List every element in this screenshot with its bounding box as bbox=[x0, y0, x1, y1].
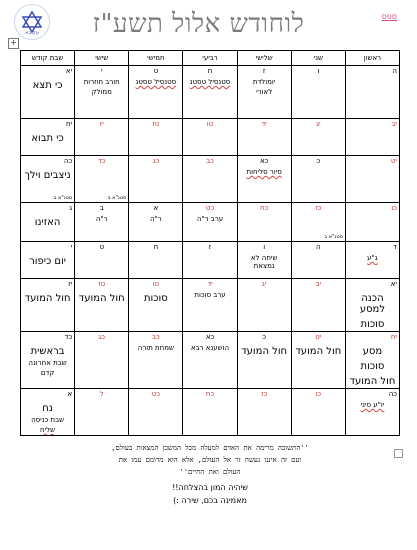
quote-line: העולם ואת החיים'' bbox=[179, 468, 241, 476]
day-cell[interactable] bbox=[183, 156, 237, 203]
day-cell[interactable] bbox=[75, 203, 129, 242]
event-label: חול המועד bbox=[24, 293, 71, 304]
event-label: שיחה לא נמצאת bbox=[250, 254, 278, 270]
day-cell[interactable] bbox=[237, 389, 291, 436]
day-number: כו bbox=[315, 390, 322, 398]
event-label: סטנסיל טסטנ bbox=[189, 78, 231, 86]
day-number: כט bbox=[205, 204, 215, 212]
day-number: כח bbox=[260, 204, 269, 212]
day-cell[interactable] bbox=[237, 203, 291, 242]
event-label: שבת כניסה bbox=[31, 416, 65, 424]
day-number: ל bbox=[99, 390, 104, 398]
table-row bbox=[21, 119, 400, 156]
event-label: מסע bbox=[362, 346, 383, 357]
day-number: כה bbox=[63, 157, 73, 165]
event-label: קדם bbox=[40, 369, 55, 377]
footer-quote bbox=[30, 442, 390, 478]
day-number: כד bbox=[97, 157, 106, 165]
day-number: כז bbox=[261, 390, 268, 398]
day-cell[interactable] bbox=[21, 279, 75, 332]
day-number: יז bbox=[68, 280, 73, 288]
day-cell[interactable] bbox=[291, 156, 345, 203]
event-label: הושענא רבא bbox=[190, 344, 230, 352]
day-number: יח bbox=[66, 120, 73, 128]
event-label: חורב חוזרות bbox=[83, 78, 120, 86]
day-number: ב bbox=[99, 204, 104, 212]
day-cell[interactable] bbox=[345, 66, 399, 119]
day-number: י bbox=[70, 243, 73, 251]
header-cell: שני bbox=[291, 51, 345, 66]
table-row bbox=[21, 389, 400, 436]
table-row bbox=[21, 242, 400, 279]
event-label: הכנה למסע bbox=[359, 293, 386, 315]
day-cell[interactable] bbox=[75, 389, 129, 436]
table-move-handle-icon[interactable]: + bbox=[8, 38, 19, 49]
header-cell: שבת קודש bbox=[21, 51, 75, 66]
day-number: יא bbox=[65, 67, 73, 75]
day-cell[interactable] bbox=[21, 203, 75, 242]
day-number: יג bbox=[261, 280, 267, 288]
day-cell[interactable] bbox=[345, 242, 399, 279]
event-label: ר"ה bbox=[95, 215, 108, 223]
event-label: שליח bbox=[40, 426, 56, 434]
logo bbox=[14, 4, 50, 40]
day-number: כד bbox=[64, 333, 73, 341]
day-cell[interactable] bbox=[129, 119, 183, 156]
day-cell[interactable] bbox=[21, 119, 75, 156]
blessing-line: שיהיה המון בהצלחה!! bbox=[172, 483, 248, 492]
day-number: יב bbox=[315, 280, 322, 288]
cell-note: סטנ"א ב bbox=[107, 195, 127, 201]
day-cell[interactable] bbox=[345, 156, 399, 203]
day-number: ז bbox=[262, 67, 266, 75]
event-label: ניצבים וילך bbox=[24, 170, 71, 181]
day-number: ה bbox=[316, 243, 321, 251]
day-number: ד bbox=[393, 243, 397, 251]
day-cell[interactable] bbox=[75, 279, 129, 332]
day-cell[interactable] bbox=[75, 242, 129, 279]
day-cell[interactable] bbox=[291, 203, 345, 242]
day-number: כו bbox=[391, 204, 397, 212]
blessing-line: מאמינה בכם, שירה :) bbox=[173, 496, 247, 505]
header-cell: ראשון bbox=[345, 51, 399, 66]
day-cell[interactable] bbox=[75, 66, 129, 119]
header-row bbox=[21, 51, 400, 66]
quote-line: ''התשובה מרימה את האדם למעלה מכל המשכן המצאות בעולם, bbox=[111, 444, 309, 452]
day-cell[interactable] bbox=[237, 279, 291, 332]
day-number: טז bbox=[152, 120, 160, 128]
event-label: לאורי bbox=[256, 88, 273, 96]
event-label: בראשית bbox=[30, 346, 65, 357]
resize-handle-icon[interactable] bbox=[394, 449, 403, 458]
day-number: יט bbox=[315, 333, 322, 341]
cell-note: סטנ"א ב bbox=[53, 195, 73, 201]
event-label: סיור סליחות bbox=[246, 168, 282, 176]
day-cell[interactable] bbox=[21, 156, 75, 203]
day-cell[interactable] bbox=[237, 242, 291, 279]
day-cell[interactable] bbox=[237, 332, 291, 389]
day-cell[interactable] bbox=[21, 332, 75, 389]
day-cell[interactable] bbox=[237, 156, 291, 203]
day-number: יב bbox=[391, 120, 397, 128]
page-title: לוחודש אלול תשע"ז bbox=[92, 9, 305, 39]
event-label: חול המועד bbox=[295, 346, 342, 357]
event-label: יומולדת bbox=[252, 78, 276, 86]
day-number: טו bbox=[152, 280, 160, 288]
day-number: ט bbox=[153, 67, 159, 75]
event-label: כי תבוא bbox=[31, 133, 64, 144]
header-cell: שישי bbox=[75, 51, 129, 66]
day-number: יד bbox=[207, 280, 213, 288]
day-number: כז bbox=[315, 204, 322, 212]
day-number: כה bbox=[388, 390, 397, 398]
day-number: טו bbox=[206, 120, 214, 128]
day-cell[interactable] bbox=[291, 332, 345, 389]
event-label: ערב ר"ה bbox=[196, 215, 224, 223]
table-row bbox=[21, 156, 400, 203]
event-label: סוכות bbox=[143, 293, 168, 304]
day-cell[interactable] bbox=[75, 119, 129, 156]
day-number: יא bbox=[390, 280, 397, 288]
event-label: שמחת תורה bbox=[137, 344, 174, 352]
day-cell[interactable] bbox=[129, 332, 183, 389]
day-cell[interactable] bbox=[183, 66, 237, 119]
day-cell[interactable] bbox=[129, 66, 183, 119]
day-number: ה bbox=[392, 67, 397, 75]
day-number: ח bbox=[207, 67, 213, 75]
day-cell[interactable] bbox=[75, 156, 129, 203]
day-cell[interactable] bbox=[237, 119, 291, 156]
day-cell[interactable] bbox=[345, 279, 399, 332]
day-cell[interactable] bbox=[129, 279, 183, 332]
day-cell[interactable] bbox=[21, 66, 75, 119]
day-cell[interactable] bbox=[183, 119, 237, 156]
event-label: חול המועד bbox=[349, 376, 396, 387]
day-number: כג bbox=[152, 157, 160, 165]
event-label: שבת אחרונה bbox=[28, 359, 67, 367]
day-number: ג bbox=[69, 204, 73, 212]
day-number: טז bbox=[98, 280, 106, 288]
day-cell[interactable] bbox=[237, 66, 291, 119]
day-cell[interactable] bbox=[183, 203, 237, 242]
day-number: כח bbox=[205, 390, 215, 398]
event-label: סוכות bbox=[360, 319, 385, 330]
day-cell[interactable] bbox=[291, 119, 345, 156]
event-label: סוכות bbox=[360, 361, 385, 372]
event-label: ג"ע bbox=[367, 254, 378, 262]
day-number: יח bbox=[390, 333, 397, 341]
day-number: ט bbox=[99, 243, 104, 251]
table-row bbox=[21, 332, 400, 389]
calendar-table bbox=[20, 50, 400, 436]
event-label: האזינו bbox=[34, 217, 61, 228]
header-cell: שלישי bbox=[237, 51, 291, 66]
header-cell: רביעי bbox=[183, 51, 237, 66]
event-label: ממולק bbox=[91, 88, 112, 96]
day-cell[interactable] bbox=[183, 279, 237, 332]
top-link[interactable]: ספס bbox=[381, 12, 397, 21]
day-cell[interactable] bbox=[345, 119, 399, 156]
event-label: חול המועד bbox=[78, 293, 125, 304]
event-label: נח bbox=[42, 403, 53, 414]
event-label: ר"ה bbox=[149, 215, 162, 223]
day-cell[interactable] bbox=[129, 242, 183, 279]
day-number: יז bbox=[99, 120, 104, 128]
day-number: כא bbox=[259, 157, 269, 165]
table-row bbox=[21, 203, 400, 242]
header-cell: חמישי bbox=[129, 51, 183, 66]
day-number: א bbox=[67, 390, 73, 398]
cell-note: סטנ"א ב bbox=[324, 234, 343, 240]
day-cell[interactable] bbox=[183, 389, 237, 436]
day-number: ח bbox=[153, 243, 159, 251]
day-number: ו bbox=[263, 243, 266, 251]
quote-line: ועם זה איננו נעשה זר אל העולם, אלא הוא מרומם עמו את bbox=[118, 456, 302, 464]
day-number: יט bbox=[390, 157, 397, 165]
day-number: יג bbox=[316, 120, 321, 128]
day-cell[interactable] bbox=[345, 389, 399, 436]
day-cell[interactable] bbox=[183, 242, 237, 279]
day-cell[interactable] bbox=[129, 203, 183, 242]
event-label: יום כיפור bbox=[29, 256, 67, 267]
day-number: כג bbox=[98, 333, 106, 341]
day-cell[interactable] bbox=[183, 332, 237, 389]
day-cell[interactable] bbox=[21, 242, 75, 279]
day-cell[interactable] bbox=[129, 389, 183, 436]
day-cell[interactable] bbox=[291, 279, 345, 332]
footer-blessing bbox=[30, 481, 390, 507]
day-number: כב bbox=[151, 333, 160, 341]
day-cell[interactable] bbox=[345, 332, 399, 389]
day-cell[interactable] bbox=[291, 389, 345, 436]
day-cell[interactable] bbox=[75, 332, 129, 389]
day-cell[interactable] bbox=[291, 242, 345, 279]
day-number: ו bbox=[317, 67, 320, 75]
day-number: כט bbox=[151, 390, 160, 398]
day-cell[interactable] bbox=[291, 66, 345, 119]
day-number: כא bbox=[205, 333, 215, 341]
event-label: חול המועד bbox=[241, 346, 288, 357]
day-number: כ bbox=[262, 333, 266, 341]
event-label: כי תצא bbox=[32, 80, 63, 91]
table-row bbox=[21, 279, 400, 332]
day-number: ז bbox=[208, 243, 212, 251]
event-label: ערב סוכות bbox=[194, 291, 226, 299]
day-number: כב bbox=[206, 157, 214, 165]
day-number: י bbox=[100, 67, 103, 75]
day-cell[interactable] bbox=[345, 203, 399, 242]
day-number: א bbox=[153, 204, 159, 212]
event-label: יו"ע סיני bbox=[360, 401, 385, 409]
day-cell[interactable] bbox=[129, 156, 183, 203]
day-number: כ bbox=[316, 157, 321, 165]
table-row bbox=[21, 66, 400, 119]
event-label: סטנסיל טסטנ bbox=[135, 78, 177, 86]
day-number: יד bbox=[261, 120, 267, 128]
day-cell[interactable] bbox=[21, 389, 75, 436]
logo-text: עקיבא bbox=[24, 30, 40, 36]
